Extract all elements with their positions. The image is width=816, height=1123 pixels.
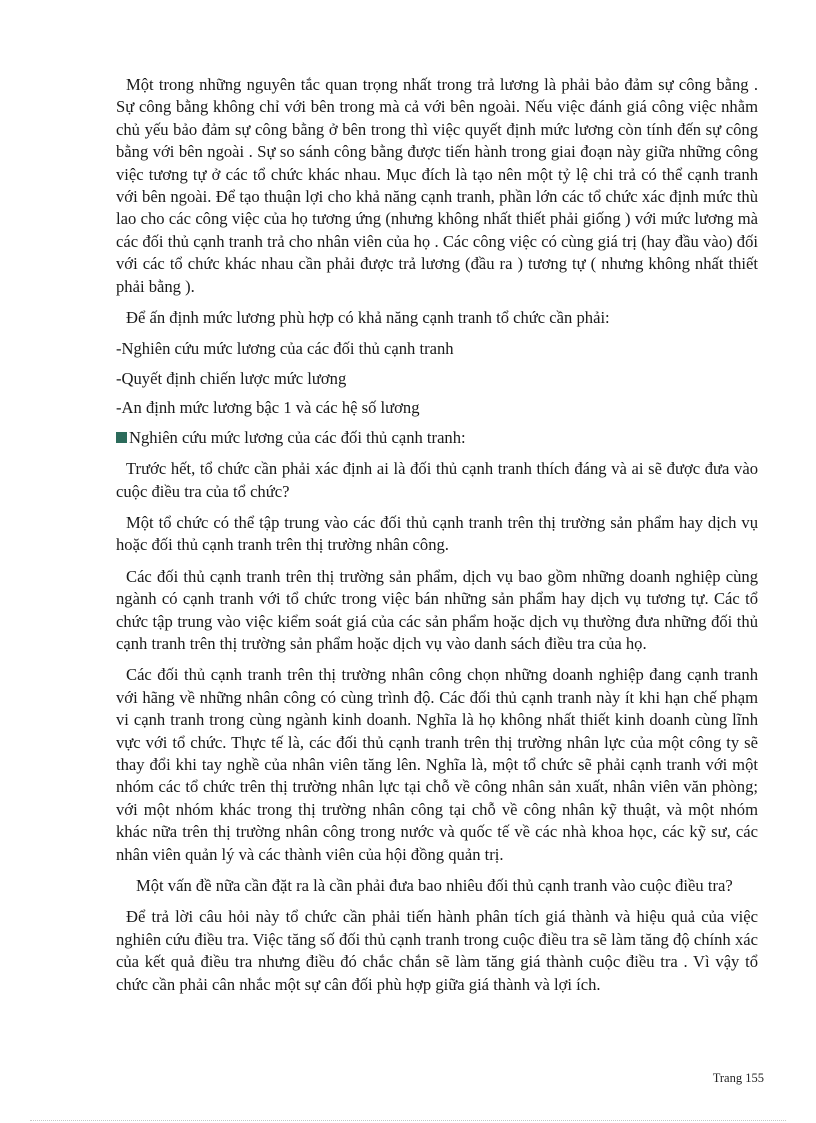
footer-divider bbox=[30, 1120, 786, 1121]
list-item: -Nghiên cứu mức lương của các đối thủ cạnh tranh bbox=[116, 339, 454, 359]
body-paragraph: Các đối thủ cạnh tranh trên thị trường nhân công chọn những doanh nghiệp đang cạnh tranh với hãng về những nhân công có cùng trình độ. Các đối thủ cạnh tranh này ít khi hạn chế phạm vi cạnh tranh trong cùng ngành kinh doanh. Nghĩa là họ không nhất thiết kinh doanh cùng lĩnh vực với tổ chức. Thực tế là, các đối thủ cạnh tranh trên thị trường nhân lực của một công ty sẽ thay đổi khi tay nghề của nhân viên tăng lên. Nghĩa là, một tổ chức sẽ phải cạnh tranh với một nhóm các tổ chức trên thị trường nhân lực tại chỗ về công nhân sản xuất, nhân viên văn phòng; với một nhóm khác trong thị trường nhân công tại chỗ về công nhân kỹ thuật, và một nhóm khác nữa trên thị trường nhân công trong nước và quốc tế về các nhà khoa học, các kỹ sư, các nhân viên quản lý và các thành viên của hội đồng quản trị. bbox=[116, 665, 758, 864]
closing-paragraph: Để trả lời câu hỏi này tổ chức cần phải tiến hành phân tích giá thành và hiệu quả của việc nghiên cứu điều tra. Việc tăng số đối thủ cạnh tranh trong cuộc điều tra sẽ làm tăng độ chính xác của kết quả điều tra nhưng điều đó chắc chắn sẽ làm tăng giá thành cuộc điều tra . Vì vậy tổ chức cần phải cân nhắc một sự cân đối phù hợp giữa giá thành và lợi ích. bbox=[116, 907, 758, 994]
body-paragraph: Các đối thủ cạnh tranh trên thị trường sản phẩm, dịch vụ bao gồm những doanh nghiệp cùng ngành có cạnh tranh với tổ chức trong việc bán những sản phẩm hay dịch vụ tương tự. Các tổ chức tập trung vào việc kiểm soát giá của các sản phẩm hoặc dịch vụ thường đưa những đối thủ cạnh tranh trên thị trường sản phẩm hoặc dịch vụ vào danh sách điều tra của họ. bbox=[116, 566, 758, 653]
document-page bbox=[116, 74, 758, 1005]
square-bullet-icon bbox=[116, 432, 127, 443]
section-heading bbox=[116, 427, 758, 449]
body-paragraph: Trước hết, tổ chức cần phải xác định ai là đối thủ cạnh tranh thích đáng và ai sẽ được đưa vào cuộc điều tra của tổ chức? bbox=[116, 459, 758, 501]
page-number: Trang 155 bbox=[712, 1071, 764, 1085]
requirements-intro: Để ấn định mức lương phù hợp có khả năng cạnh tranh tổ chức cần phải: bbox=[126, 308, 610, 328]
body-paragraph: Một tổ chức có thể tập trung vào các đối thủ cạnh tranh trên thị trường sản phẩm hay dịch vụ hoặc đối thủ cạnh tranh trên thị trường nhân công. bbox=[116, 512, 758, 555]
list-item: -Quyết định chiến lược mức lương bbox=[116, 368, 347, 388]
section-heading-text: Nghiên cứu mức lương của các đối thủ cạnh tranh: bbox=[129, 427, 466, 447]
list-item: -An định mức lương bậc 1 và các hệ số lương bbox=[116, 398, 420, 418]
intro-paragraph: Một trong những nguyên tắc quan trọng nhất trong trả lương là phải bảo đảm sự công bằng . Sự công bằng không chỉ với bên trong mà cả với bên ngoài. Nếu việc đánh giá công việc nhằm chủ yếu bảo đảm sự công bằng ở bên trong thì việc quyết định mức lương còn tính đến sự công bằng với bên ngoài . Sự so sánh công bằng được tiến hành trong giai đoạn này giữa những công việc tương tự ở các tổ chức khác nhau. Mục đích là tạo nên một tỷ lệ chi trả có thể cạnh tranh với bên ngoài. Để tạo thuận lợi cho khả năng cạnh tranh, phần lớn các tổ chức xác định mức thù lao cho các công việc của họ tương ứng (nhưng không nhất thiết phải giống ) với mức lương mà các đối thủ cạnh tranh trả cho nhân viên của họ . Các công việc có cùng giá trị (hay đầu vào) đối với các tổ chức khác nhau cần phải được trả lương (đầu ra ) tương tự ( nhưng không nhất thiết phải bằng ). bbox=[116, 75, 758, 296]
question-paragraph: Một vấn đề nữa cần đặt ra là cần phải đưa bao nhiêu đối thủ cạnh tranh vào cuộc điều tra? bbox=[136, 876, 733, 895]
